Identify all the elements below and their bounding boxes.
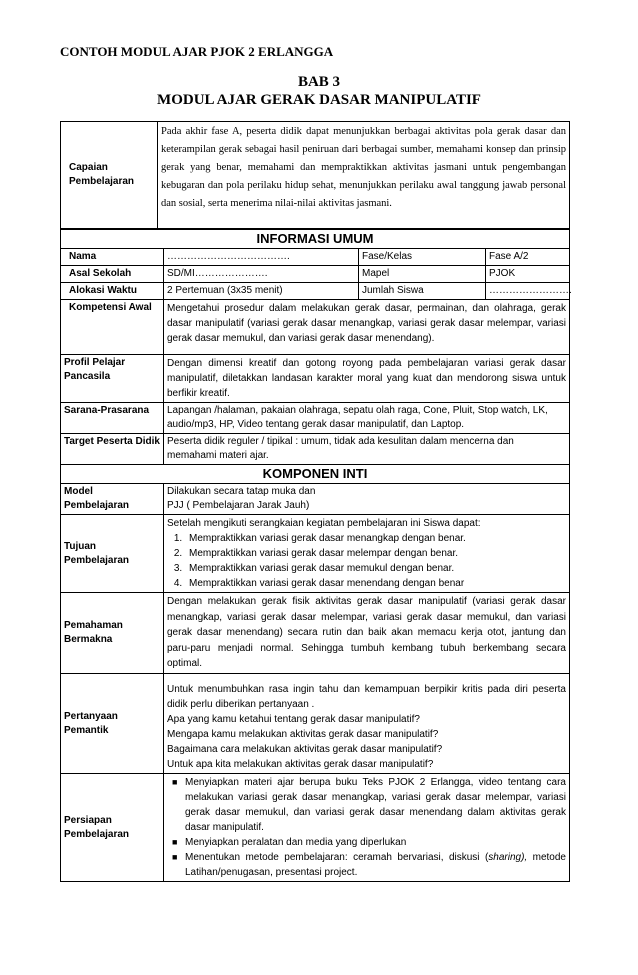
table-row [61, 283, 570, 300]
jumlah-siswa-label: Jumlah Siswa [359, 283, 486, 300]
list-item: 1. Mempraktikkan variasi gerak dasar menangkap dengan benar. [185, 531, 566, 546]
alokasi-label: Alokasi Waktu [61, 283, 164, 300]
nama-label: Nama [61, 249, 164, 266]
nama-value: ………………………………. [164, 249, 359, 266]
kompetensi-label: Kompetensi Awal [61, 300, 164, 355]
capaian-text: Pada akhir fase A, peserta didik dapat menunjukkan berbagai aktivitas pola gerak dasar dan keterampilan gerak sebagai hasil peniruan dari berbagai sumber, memahami konsep dan prinsip gerak yang benar, memahami dan mempraktikkan aktivitas jasmani untuk pengembangan kebugaran dan pola perilaku hidup sehat, menunjukkan perilaku awal tanggung jawab personal dan sosial, serta menerima nilai-nilai aktivitas jasmani. [158, 122, 570, 229]
mapel-label: Mapel [359, 266, 486, 283]
document-header: CONTOH MODUL AJAR PJOK 2 ERLANGGA [60, 44, 334, 59]
sarana-text: Lapangan /halaman, pakaian olahraga, sepatu olah raga, Cone, Pluit, Stop watch, LK, audio/mp3, HP, Video tentang gerak dasar manipulatif, dan Laptop. [164, 403, 570, 434]
square-bullet-icon: ■ [172, 852, 178, 862]
table-row [61, 403, 570, 434]
mapel-value: PJOK [486, 266, 570, 283]
pertanyaan-item: Bagaimana cara melakukan aktivitas gerak dasar manipulatif? [167, 744, 443, 755]
table-row [61, 300, 570, 355]
target-text: Peserta didik reguler / tipikal : umum, tidak ada kesulitan dalam mencerna dan memahami materi ajar. [164, 434, 570, 465]
pertanyaan-text [164, 674, 570, 774]
tujuan-text [164, 515, 570, 593]
model-text [164, 484, 570, 515]
list-item: 2. Mempraktikkan variasi gerak dasar melempar dengan benar. [185, 546, 566, 561]
persiapan-text [164, 774, 570, 882]
persiapan-item-text: Menentukan metode pembelajaran: ceramah bervariasi, diskusi ( [185, 852, 489, 863]
persiapan-item-text: Menyiapkan peralatan dan media yang diperlukan [185, 837, 407, 848]
table-row [61, 515, 570, 593]
model-line: Dilakukan secara tatap muka dan [167, 486, 316, 497]
model-line: PJJ ( Pembelajaran Jarak Jauh) [167, 500, 310, 511]
asal-sekolah-value: SD/MI…………………. [164, 266, 359, 283]
square-bullet-icon: ■ [172, 777, 178, 787]
pemahaman-label: Pemahaman Bermakna [61, 593, 164, 674]
alokasi-value: 2 Pertemuan (3x35 menit) [164, 283, 359, 300]
page-title: MODUL AJAR GERAK DASAR MANIPULATIF [157, 92, 481, 108]
table-row [61, 593, 570, 674]
pertanyaan-intro: Untuk menumbuhkan rasa ingin tahu dan kemampuan berpikir kritis pada diri peserta didik perlu diberikan pertanyaan . [167, 684, 566, 710]
persiapan-item-text: Menyiapkan materi ajar berupa buku Teks PJOK 2 Erlangga, video tentang cara melakukan variasi gerak dasar menangkap, variasi gerak dasar melempar, variasi gerak dasar memukul, dan variasi gerak dasar menendang dalam aktivitas gerak dasar manipulatif. [185, 777, 566, 833]
pertanyaan-item: Untuk apa kita melakukan aktivitas gerak dasar manipulatif? [167, 759, 434, 770]
table-row [61, 355, 570, 403]
pertanyaan-item: Mengapa kamu melakukan aktivitas gerak dasar manipulatif? [167, 729, 439, 740]
tujuan-intro: Setelah mengikuti serangkaian kegiatan pembelajaran ini Siswa dapat: [167, 518, 481, 529]
model-label: Model Pembelajaran [61, 484, 164, 515]
fase-label: Fase/Kelas [359, 249, 486, 266]
capaian-table [60, 121, 570, 229]
target-label: Target Peserta Didik [61, 434, 164, 465]
persiapan-list [167, 775, 566, 880]
informasi-umum-heading: INFORMASI UMUM [61, 230, 570, 249]
table-row [61, 266, 570, 283]
profil-text: Dengan dimensi kreatif dan gotong royong pada pembelajaran variasi gerak dasar manipulatif, diletakkan landasan karakter moral yang kuat dan mendorong siswa untuk berfikir kreatif. [164, 355, 570, 403]
pertanyaan-item: Apa yang kamu ketahui tentang gerak dasar manipulatif? [167, 714, 420, 725]
list-item: 4. Mempraktikkan variasi gerak dasar menendang dengan benar [185, 576, 566, 591]
table-row [61, 774, 570, 882]
module-table [60, 229, 570, 882]
persiapan-item-italic: sharing), [488, 852, 528, 863]
jumlah-siswa-value: ……………………. [486, 283, 570, 300]
kompetensi-text: Mengetahui prosedur dalam melakukan gerak dasar, permainan, dan olahraga, gerak dasar manipulatif (variasi gerak dasar menangkap, variasi gerak dasar melempar, variasi gerak dasar memukul, dan variasi gerak dasar menendang). [164, 300, 570, 355]
table-row [61, 249, 570, 266]
pertanyaan-label: Pertanyaan Pemantik [61, 674, 164, 774]
list-item [172, 850, 566, 880]
table-row [61, 674, 570, 774]
fase-value: Fase A/2 [486, 249, 570, 266]
chapter-label: BAB 3 [297, 74, 341, 90]
list-item: 3. Mempraktikkan variasi gerak dasar memukul dengan benar. [185, 561, 566, 576]
capaian-label: Capaian Pembelajaran [61, 122, 158, 229]
asal-sekolah-label: Asal Sekolah [61, 266, 164, 283]
persiapan-item-text: metode Latihan/penugasan, presentasi project. [185, 852, 566, 878]
table-row [61, 484, 570, 515]
komponen-inti-heading: KOMPONEN INTI [61, 465, 570, 484]
profil-label: Profil Pelajar Pancasila [61, 355, 164, 403]
persiapan-label: Persiapan Pembelajaran [61, 774, 164, 882]
list-item [172, 835, 566, 850]
sarana-label: Sarana-Prasarana [61, 403, 164, 434]
tujuan-label: Tujuan Pembelajaran [61, 515, 164, 593]
list-item [172, 775, 566, 835]
pemahaman-text: Dengan melakukan gerak fisik aktivitas gerak dasar manipulatif (variasi gerak dasar menangkap, variasi gerak dasar melempar, variasi gerak dasar memukul, dan variasi gerak dasar menendang) secara rutin dan baik akan memacu kerja otot, jantung dan paru-paru menjadi normal. Sehingga tumbuh kembang tubuh berkembang secara optimal. [164, 593, 570, 674]
tujuan-list [167, 531, 566, 591]
square-bullet-icon: ■ [172, 837, 178, 847]
table-row [61, 434, 570, 465]
